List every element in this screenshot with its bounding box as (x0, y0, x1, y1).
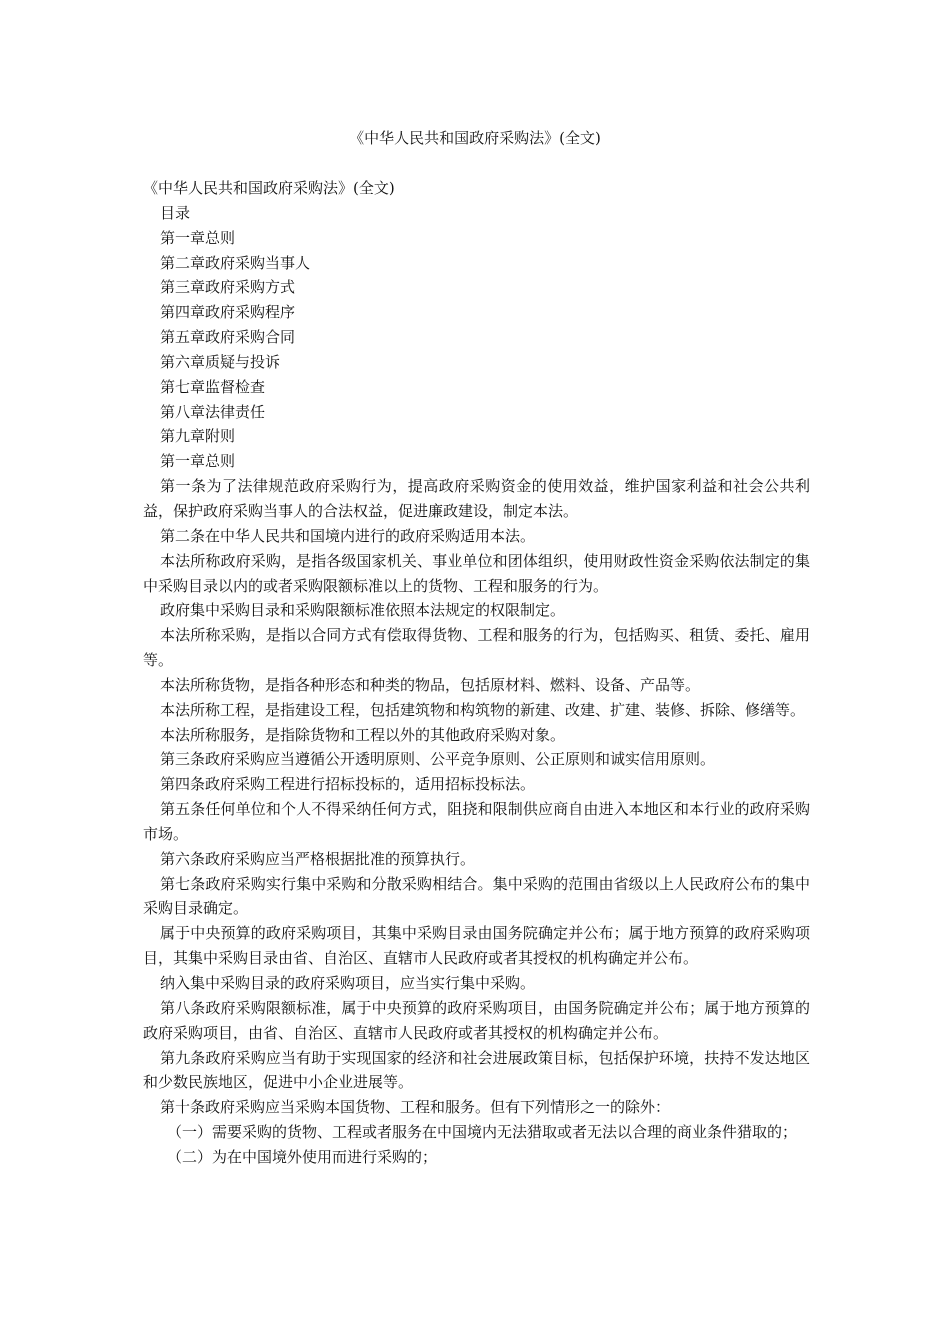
toc-item: 第六章质疑与投诉 (160, 352, 281, 371)
article-paragraph: 第十条政府采购应当采购本国货物、工程和服务。但有下列情形之一的除外： (160, 1098, 671, 1117)
article-paragraph: 第六条政府采购应当严格根据批准的预算执行。 (160, 849, 476, 868)
document-body (143, 176, 810, 1170)
article-paragraph: 纳入集中采购目录的政府采购项目，应当实行集中采购。 (160, 974, 536, 992)
article-paragraph: 第五条任何单位和个人不得采纳任何方式，阻挠和限制供应商自由进入本地区和本行业的政府采购市场。 (143, 800, 810, 843)
article-paragraph: 第一条为了法律规范政府采购行为，提高政府采购资金的使用效益，维护国家利益和社会公共利益，保护政府采购当事人的合法权益，促进廉政建设，制定本法。 (143, 477, 810, 520)
article-paragraph: 本法所称政府采购，是指各级国家机关、事业单位和团体组织，使用财政性资金采购依法制定的集中采购目录以内的或者采购限额标准以上的货物、工程和服务的行为。 (143, 551, 810, 595)
article-paragraph: 属于中央预算的政府采购项目，其集中采购目录由国务院确定并公布；属于地方预算的政府采购项目，其集中采购目录由省、自治区、直辖市人民政府或者其授权的机构确定并公布。 (143, 924, 810, 968)
article-paragraph: 本法所称采购，是指以合同方式有偿取得货物、工程和服务的行为，包括购买、租赁、委托、雇用等。 (143, 626, 810, 670)
toc-item: 第三章政府采购方式 (160, 278, 296, 297)
article-paragraph: 第八条政府采购限额标准，属于中央预算的政府采购项目，由国务院确定并公布；属于地方预算的政府采购项目，由省、自治区、直辖市人民政府或者其授权的机构确定并公布。 (143, 998, 810, 1042)
toc-item: 第五章政府采购合同 (160, 328, 296, 347)
article-paragraph: 第三条政府采购应当遵循公开透明原则、公平竞争原则、公正原则和诚实信用原则。 (160, 750, 716, 769)
toc-item: 第九章附则 (160, 427, 236, 446)
body-heading: 《中华人民共和国政府采购法》(全文) (143, 179, 395, 197)
toc-item: 第一章总则 (160, 228, 236, 247)
document-title: 《中华人民共和国政府采购法》(全文) (349, 129, 601, 147)
toc-item: 第四章政府采购程序 (160, 303, 296, 322)
toc-heading: 目录 (160, 203, 191, 222)
article-paragraph: 第九条政府采购应当有助于实现国家的经济和社会进展政策目标，包括保护环境，扶持不发达地区和少数民族地区，促进中小企业进展等。 (143, 1048, 810, 1092)
article-paragraph: 本法所称工程，是指建设工程，包括建筑物和构筑物的新建、改建、扩建、装修、拆除、修缮等。 (160, 700, 806, 719)
toc-item: 第七章监督检查 (160, 377, 266, 396)
article-paragraph: 第四条政府采购工程进行招标投标的，适用招标投标法。 (160, 775, 536, 794)
article-paragraph: 政府集中采购目录和采购限额标准依照本法规定的权限制定。 (160, 601, 566, 620)
list-item: （一）需要采购的货物、工程或者服务在中国境内无法猎取或者无法以合理的商业条件猎取的； (167, 1123, 798, 1142)
article-paragraph: 本法所称服务，是指除货物和工程以外的其他政府采购对象。 (160, 725, 566, 744)
article-paragraph: 第七条政府采购实行集中采购和分散采购相结合。集中采购的范围由省级以上人民政府公布的集中采购目录确定。 (143, 874, 810, 918)
chapter-heading: 第一章总则 (160, 452, 236, 471)
article-paragraph: 本法所称货物，是指各种形态和种类的物品，包括原材料、燃料、设备、产品等。 (160, 675, 701, 694)
toc-item: 第八章法律责任 (160, 402, 266, 421)
article-paragraph: 第二条在中华人民共和国境内进行的政府采购适用本法。 (160, 526, 536, 545)
toc-item: 第二章政府采购当事人 (160, 253, 311, 272)
list-item: （二）为在中国境外使用而进行采购的； (167, 1147, 438, 1166)
